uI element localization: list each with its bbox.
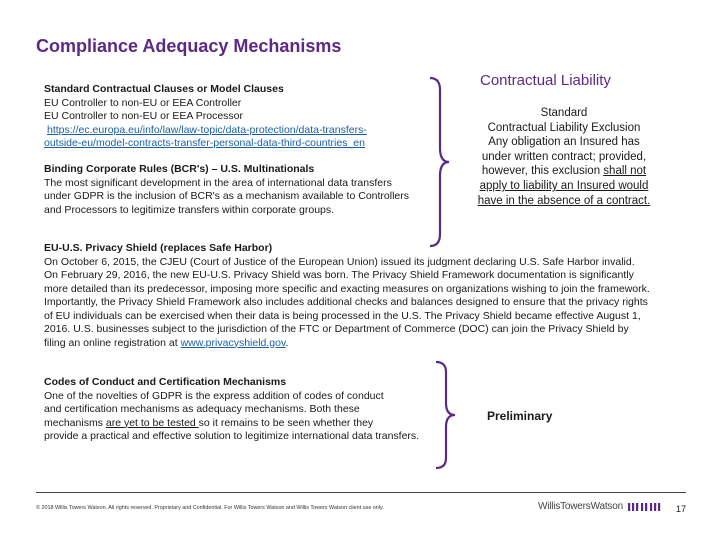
liability-sub-1: Standard [540,107,588,119]
codes-section [44,376,419,444]
privacy-shield-line: 2016. U.S. businesses subject to the jurisdiction of the FTC or Department of Commerce (DOC) can join the Privacy Shield by [44,323,629,335]
brand-logo: WillisTowersWatson [538,501,623,512]
preliminary-label: Preliminary [487,409,553,423]
codes-line-3a: mechanisms [44,416,106,429]
codes-line-1: One of the novelties of GDPR is the express addition of codes of conduct [44,389,384,402]
codes-heading: Codes of Conduct and Certification Mechanisms [44,376,287,388]
brand-mark-icon [628,502,662,512]
liability-body [470,106,658,208]
scc-line-1: EU Controller to non-EU or EEA Controller [44,96,242,109]
privacy-shield-line: On October 6, 2015, the CJEU (Court of Justice of the European Union) issued its judgment declaring U.S. Safe Harbor invalid. [44,255,635,268]
right-brace-icon [426,76,452,248]
codes-line-3c: so it remains to be seen whether they [198,416,374,429]
liability-body-5: have in the absence of a contract. [477,194,651,207]
codes-line-3 [44,417,419,431]
right-brace-icon [432,360,458,470]
liability-body-4: apply to liability an Insured would [479,179,649,192]
liability-body-3a: however, this exclusion [481,165,604,178]
privacy-shield-section [44,242,650,350]
privacy-shield-line: more detailed than its predecessor, imposing more specific and exacting measures on organizations wishing to join the framework. [44,282,650,295]
privacy-shield-prefix: filing an online registration at [44,336,181,349]
liability-body-1: Any obligation an Insured has [488,136,640,149]
bcr-section [44,163,409,217]
page-number: 17 [676,504,687,514]
codes-line-4: provide a practical and effective solution to legitimize international data transfers. [44,430,420,442]
scc-link-line-2[interactable]: outside-eu/model-contracts-transfer-personal-data-third-countries_en [44,137,365,149]
privacy-shield-line: Importantly, the Privacy Shield Framework also includes additional checks and balances designed to ensure that the privacy rights [44,296,648,308]
page-title: Compliance Adequacy Mechanisms [36,36,342,56]
bcr-line: The most significant development in the area of international data transfers [44,176,392,189]
footer-copyright: © 2018 Willis Towers Watson. All rights reserved. Proprietary and Confidential. For Willis Towers Watson and Willis Towers Watson client use only. [36,505,384,511]
scc-section [44,83,367,151]
liability-body-3b: shall not [603,165,647,178]
privacy-shield-last-line [44,337,650,351]
codes-line-3b: are yet to be tested [105,416,199,429]
footer-divider [36,492,686,493]
liability-heading: Contractual Liability [480,72,611,89]
codes-line-2: and certification mechanisms as adequacy mechanisms. Both these [44,403,360,415]
bcr-line: under GDPR is the inclusion of BCR's as a mechanism available to Controllers [44,190,409,202]
liability-sub-2: Contractual Liability Exclusion [487,121,641,134]
privacy-shield-suffix: . [285,336,289,349]
bcr-heading: Binding Corporate Rules (BCR's) – U.S. Multinationals [44,163,315,175]
privacy-shield-heading: EU-U.S. Privacy Shield (replaces Safe Harbor) [44,242,273,254]
bcr-line: and Processors to legitimize transfers within corporate groups. [44,203,335,216]
scc-line-2: EU Controller to non-EU or EEA Processor [44,110,243,122]
privacy-shield-line: On February 29, 2016, the new EU-U.S. Privacy Shield was born. The Privacy Shield Framework documentation is significantly [44,269,634,281]
privacy-shield-line: of EU individuals can be exercised when their data is being processed in the U.S. The Privacy Shield became effective August 1, [44,309,641,322]
privacy-shield-link[interactable]: www.privacyshield.gov [180,336,286,349]
scc-link-line-1[interactable]: https://ec.europa.eu/info/law/law-topic/data-protection/data-transfers- [47,123,367,136]
liability-body-2: under written contract; provided, [481,150,647,163]
scc-heading: Standard Contractual Clauses or Model Clauses [44,83,284,95]
liability-body-3 [470,164,658,179]
